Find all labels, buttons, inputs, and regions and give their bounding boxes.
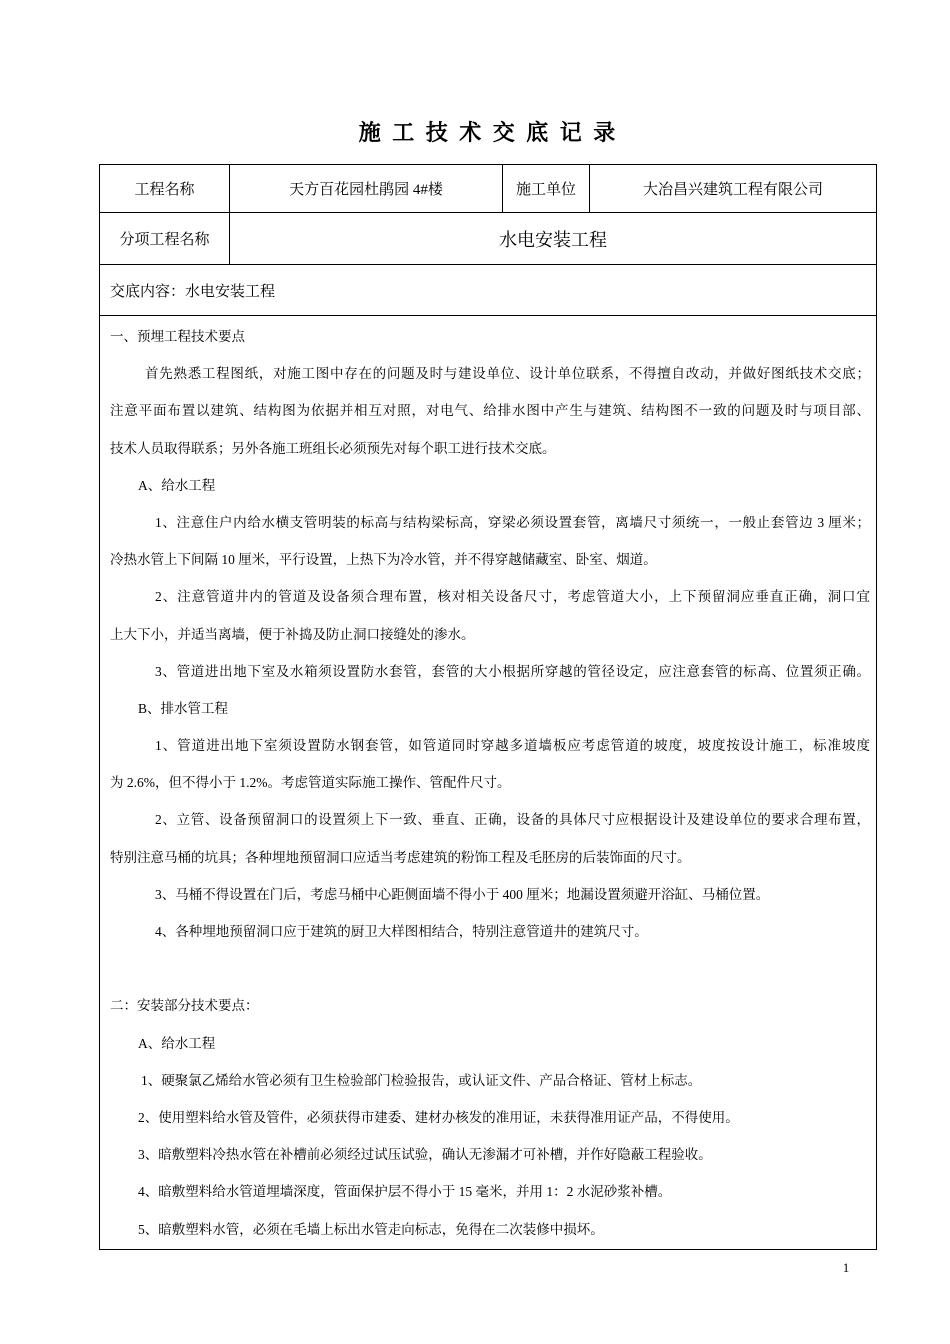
section-heading: 一、预埋工程技术要点: [110, 329, 245, 344]
subsection-heading: A、给水工程: [138, 477, 216, 493]
project-name-value: 天方百花园杜鹃园 4#楼: [230, 165, 503, 213]
body-line: 5、暗敷塑料水管，必须在毛墙上标出水管走向标志，免得在二次装修中损坏。: [138, 1221, 604, 1237]
body-line: 1、注意住户内给水横支管明装的标高与结构梁标高，穿梁必须设置套管，离墙尺寸须统一，一般止套管边 3 厘米；: [155, 514, 870, 530]
disclosure-content-line: 交底内容：水电安装工程: [100, 265, 877, 316]
sub-project-label: 分项工程名称: [100, 213, 230, 265]
body-line: 3、暗敷塑料冷热水管在补槽前必须经过试压试验，确认无渗漏才可补槽，并作好隐蔽工程验收。: [138, 1147, 712, 1163]
body-line: 技术人员取得联系；另外各施工班组长必须预先对每个职工进行技术交底。: [110, 440, 556, 456]
page-number: 1: [842, 1260, 850, 1275]
body-line: 冷热水管上下间隔 10 厘米，平行设置，上热下为冷水管，并不得穿越储藏室、卧室、烟道。: [110, 552, 657, 568]
body-line: 上大下小，并适当离墙，便于补捣及防止洞口接缝处的渗水。: [110, 626, 475, 642]
body-line: 首先熟悉工程图纸，对施工图中存在的问题及时与建设单位、设计单位联系，不得擅自改动，并做好图纸技术交底；: [145, 366, 870, 382]
document-title: 施 工 技 术 交 底 记 录: [358, 120, 619, 145]
disclosure-record-table: [99, 164, 877, 1250]
blank-line: [100, 950, 876, 987]
body-line: 3、马桶不得设置在门后，考虑马桶中心距侧面墙不得小于 400 厘米；地漏设置须避开浴缸、马桶位置。: [155, 886, 770, 902]
body-line: 4、各种埋地预留洞口应于建筑的厨卫大样图相结合，特别注意管道井的建筑尺寸。: [155, 924, 648, 939]
body-line: 3、管道进出地下室及水箱须设置防水套管，套管的大小根据所穿越的管径设定，应注意套管的标高、位置须正确。: [155, 663, 870, 679]
subsection-heading: A、给水工程: [138, 1035, 216, 1051]
body-line: 1、管道进出地下室须设置防水钢套管，如管道同时穿越多道墙板应考虑管道的坡度，坡度按设计施工，标准坡度: [155, 738, 870, 754]
body-line: 4、暗敷塑料给水管道埋墙深度，管面保护层不得小于 15 毫米，并用 1：2 水泥砂浆补槽。: [138, 1184, 672, 1200]
body-line: 2、注意管道井内的管道及设备须合理布置，核对相关设备尺寸，考虑管道大小，上下预留洞应垂直正确，洞口宜: [155, 589, 870, 605]
project-name-label: 工程名称: [100, 165, 230, 213]
contractor-label: 施工单位: [503, 165, 590, 213]
body-line: 2、使用塑料给水管及管件，必须获得市建委、建材办核发的准用证，未获得准用证产品，不得使用。: [138, 1109, 739, 1125]
contractor-value: 大冶昌兴建筑工程有限公司: [590, 165, 877, 213]
body-line: 为 2.6%，但不得小于 1.2%。考虑管道实际施工操作、管配件尺寸。: [110, 775, 511, 791]
body-line: 1、硬聚氯乙烯给水管必须有卫生检验部门检验报告，或认证文件、产品合格证、管材上标志。: [141, 1072, 702, 1088]
body-line: 2、立管、设备预留洞口的设置须上下一致、垂直、正确，设备的具体尺寸应根据设计及建设单位的要求合理布置，: [155, 812, 870, 828]
disclosure-body: [100, 316, 877, 1250]
body-line: 特别注意马桶的坑具；各种埋地预留洞口应适当考虑建筑的粉饰工程及毛胚房的后装饰面的尺寸。: [110, 849, 691, 865]
section-heading: 二：安装部分技术要点：: [110, 998, 259, 1014]
body-line: 注意平面布置以建筑、结构图为依据并相互对照，对电气、给排水图中产生与建筑、结构图不一致的问题及时与项目部、: [110, 403, 870, 419]
sub-project-value: 水电安装工程: [230, 213, 877, 265]
subsection-heading: B、排水管工程: [138, 700, 229, 716]
